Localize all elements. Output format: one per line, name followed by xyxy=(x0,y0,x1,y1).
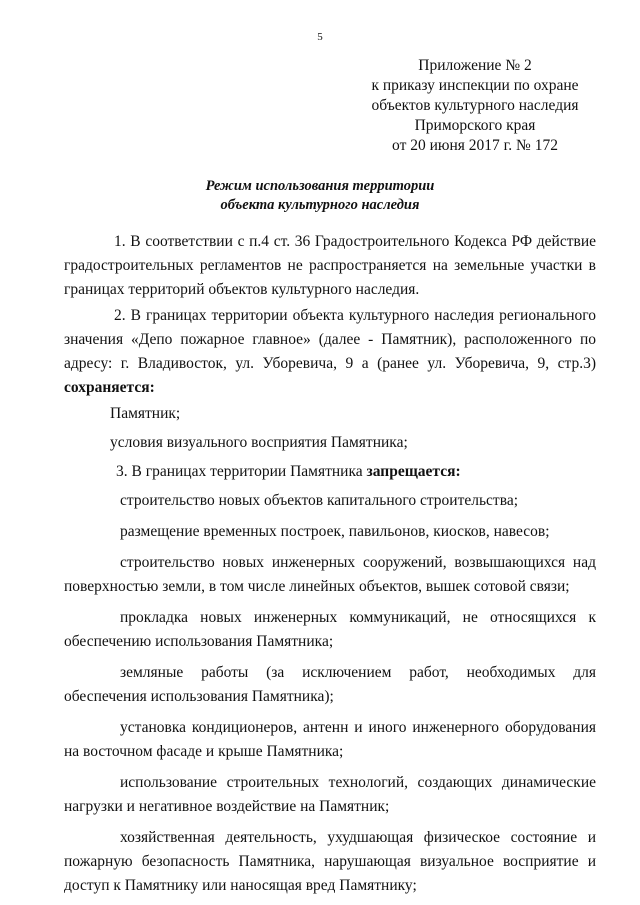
paragraph-2-bold: сохраняется: xyxy=(64,379,155,396)
appendix-line: к приказу инспекции по охране xyxy=(371,77,579,94)
prohibited-item: земляные работы (за исключением работ, необходимых для обеспечения использования Памятника); xyxy=(64,664,596,705)
paragraph-2-text: 2. В границах территории объекта культурного наследия регионального значения «Депо пожарное главное» (далее - Памятник), расположенного по адресу: г. Владивосток, ул. Уборевича, 9 а (ранее ул. Уборевича, 9, стр.3) xyxy=(64,307,596,372)
appendix-line: объектов культурного наследия xyxy=(371,97,579,114)
paragraph-2 xyxy=(64,304,596,400)
prohibited-item: строительство новых инженерных сооружений, возвышающихся над поверхностью земли, в том числе линейных объектов, вышек сотовой связи; xyxy=(64,554,596,595)
title-line: Режим использования территории xyxy=(205,178,435,194)
preserved-item: Памятник; xyxy=(110,405,181,422)
prohibited-item: использование строительных технологий, создающих динамические нагрузки и негативное воздействие на Памятник; xyxy=(64,774,596,815)
preserved-item: условия визуального восприятия Памятника; xyxy=(110,434,408,451)
page-number: 5 xyxy=(317,31,323,43)
paragraph-3-bold: запрещается: xyxy=(366,463,461,480)
prohibited-item: прокладка новых инженерных коммуникаций, не относящихся к обеспечению использования Памятника; xyxy=(64,609,596,650)
prohibited-item: строительство новых объектов капитального строительства; xyxy=(120,492,519,509)
appendix-line: Приморского края xyxy=(414,117,536,134)
title-line: объекта культурного наследия xyxy=(220,197,420,213)
paragraph-3 xyxy=(64,460,596,484)
paragraph-3-text: 3. В границах территории Памятника xyxy=(116,463,363,480)
appendix-line: от 20 июня 2017 г. № 172 xyxy=(392,137,558,154)
prohibited-item: размещение временных построек, павильонов, киосков, навесов; xyxy=(120,523,550,540)
paragraph-1: 1. В соответствии с п.4 ст. 36 Градостроительного Кодекса РФ действие градостроительных регламентов не распространяется на земельные участки в границах территорий объектов культурного наследия. xyxy=(64,233,596,298)
prohibited-item: хозяйственная деятельность, ухудшающая физическое состояние и пожарную безопасность Памятника, нарушающая визуальное восприятие и доступ к Памятнику или наносящая вред Памятнику; xyxy=(64,829,596,894)
document-title xyxy=(0,177,640,215)
appendix-line: Приложение № 2 xyxy=(418,57,532,74)
prohibited-item: установка кондиционеров, антенн и иного инженерного оборудования на восточном фасаде и крыше Памятника; xyxy=(64,719,596,760)
appendix-header xyxy=(355,56,595,156)
document-body xyxy=(64,230,596,898)
